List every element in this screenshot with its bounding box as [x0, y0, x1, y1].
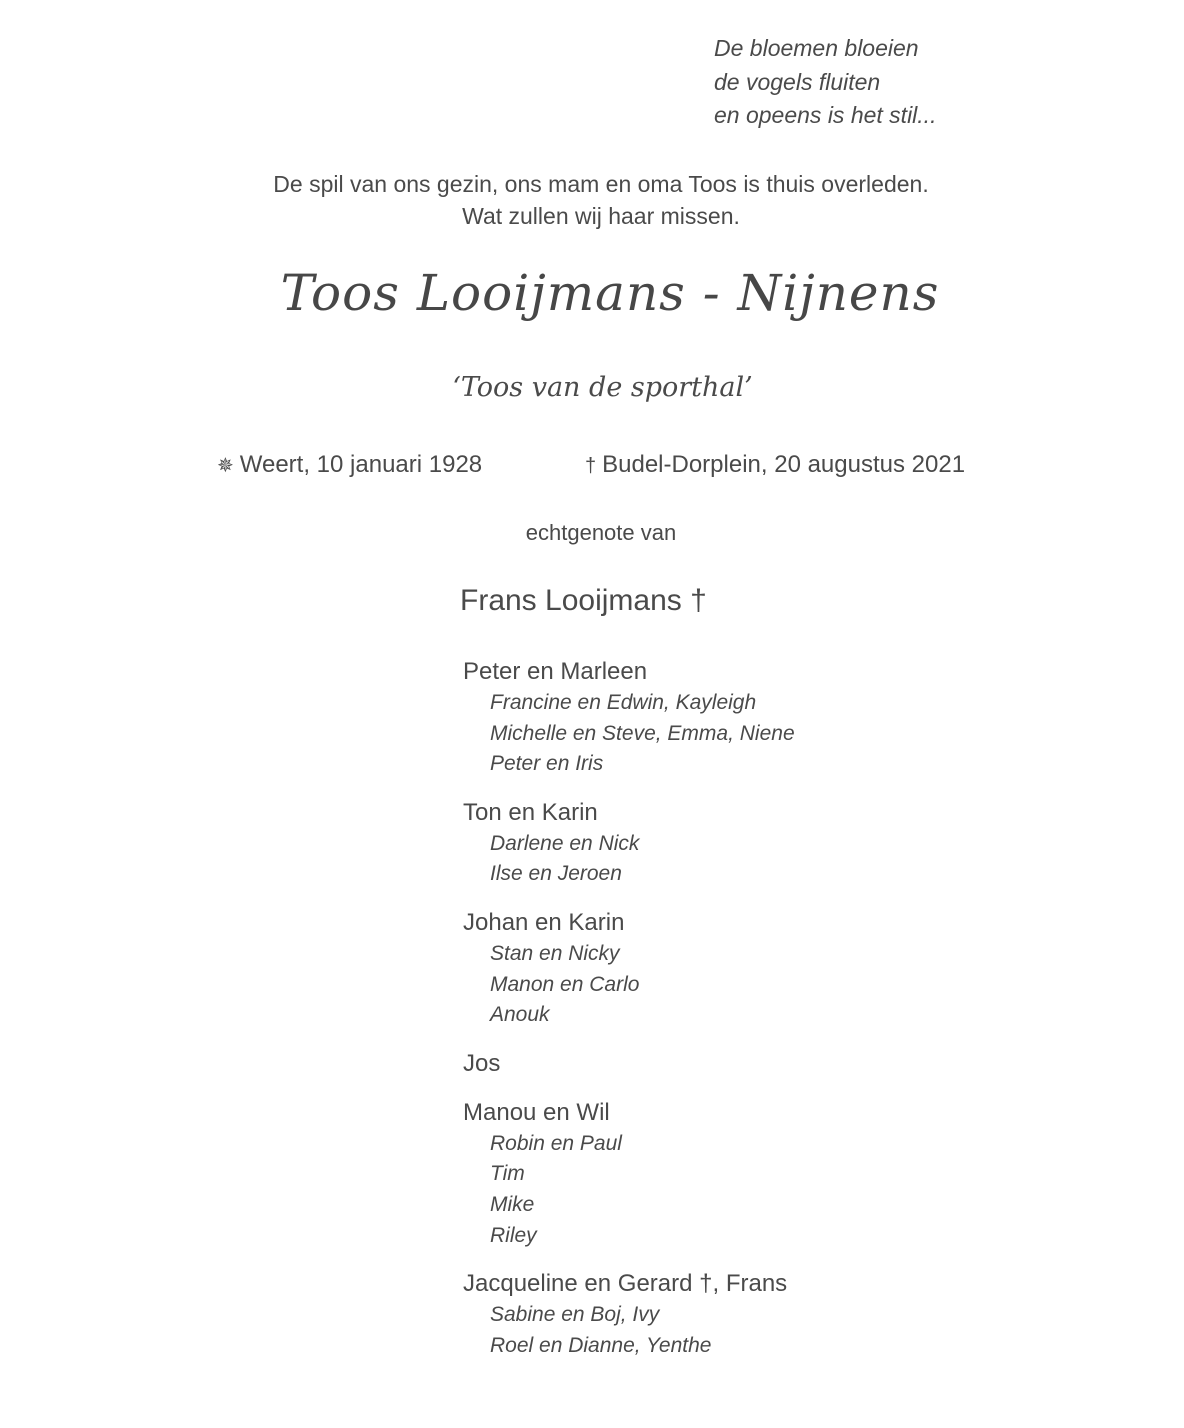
grandchild-name: Ilse en Jeroen — [490, 862, 622, 886]
grandchild-name: Peter en Iris — [490, 752, 604, 776]
child-name: Peter en Marleen — [463, 658, 648, 685]
family-group — [463, 1268, 1063, 1361]
child-name: Manou en Wil — [463, 1098, 610, 1126]
family-group — [463, 907, 1063, 1031]
child-name: Jacqueline en Gerard †, Frans — [463, 1270, 788, 1298]
death-info — [585, 451, 965, 479]
deceased-name: Toos Looijmans - Nijnens — [280, 264, 940, 322]
spouse-intro: echtgenote van — [525, 520, 677, 545]
family-group — [463, 656, 1063, 780]
family-list — [463, 656, 1063, 1378]
child-name: Ton en Karin — [463, 798, 598, 826]
grandchild-name: Roel en Dianne, Yenthe — [490, 1333, 712, 1357]
grandchild-name: Mike — [490, 1192, 535, 1216]
poem — [714, 32, 936, 133]
birth-info — [217, 451, 482, 479]
cross-icon: † — [585, 455, 597, 477]
family-group — [463, 1097, 1063, 1251]
birth-star-icon: ✵ — [217, 455, 234, 477]
family-group — [463, 1048, 1063, 1080]
poem-line: De bloemen bloeien — [714, 35, 919, 61]
grandchild-name: Sabine en Boj, Ivy — [490, 1303, 660, 1327]
child-name: Jos — [463, 1049, 501, 1077]
grandchild-name: Tim — [490, 1162, 525, 1186]
intro-text — [0, 168, 1184, 232]
grandchild-name: Manon en Carlo — [490, 972, 640, 996]
grandchild-name: Robin en Paul — [490, 1131, 622, 1155]
intro-line: De spil van ons gezin, ons mam en oma Toos is thuis overleden. — [273, 171, 929, 197]
spouse-name: Frans Looijmans † — [460, 584, 707, 617]
family-group — [463, 797, 1063, 890]
grandchild-name: Darlene en Nick — [490, 831, 640, 855]
grandchild-name: Francine en Edwin, Kayleigh — [490, 691, 757, 714]
grandchild-name: Stan en Nicky — [490, 941, 620, 965]
poem-line: en opeens is het stil... — [714, 102, 937, 128]
birth-text: Weert, 10 januari 1928 — [239, 451, 483, 478]
grandchild-name: Riley — [490, 1223, 537, 1247]
death-text: Budel-Dorplein, 20 augustus 2021 — [602, 451, 966, 478]
poem-line: de vogels fluiten — [714, 68, 881, 95]
intro-line: Wat zullen wij haar missen. — [462, 203, 740, 229]
nickname: ‘Toos van de sporthal’ — [452, 372, 753, 403]
grandchild-name: Anouk — [490, 1003, 550, 1027]
child-name: Johan en Karin — [463, 908, 625, 936]
grandchild-name: Michelle en Steve, Emma, Niene — [490, 721, 795, 745]
